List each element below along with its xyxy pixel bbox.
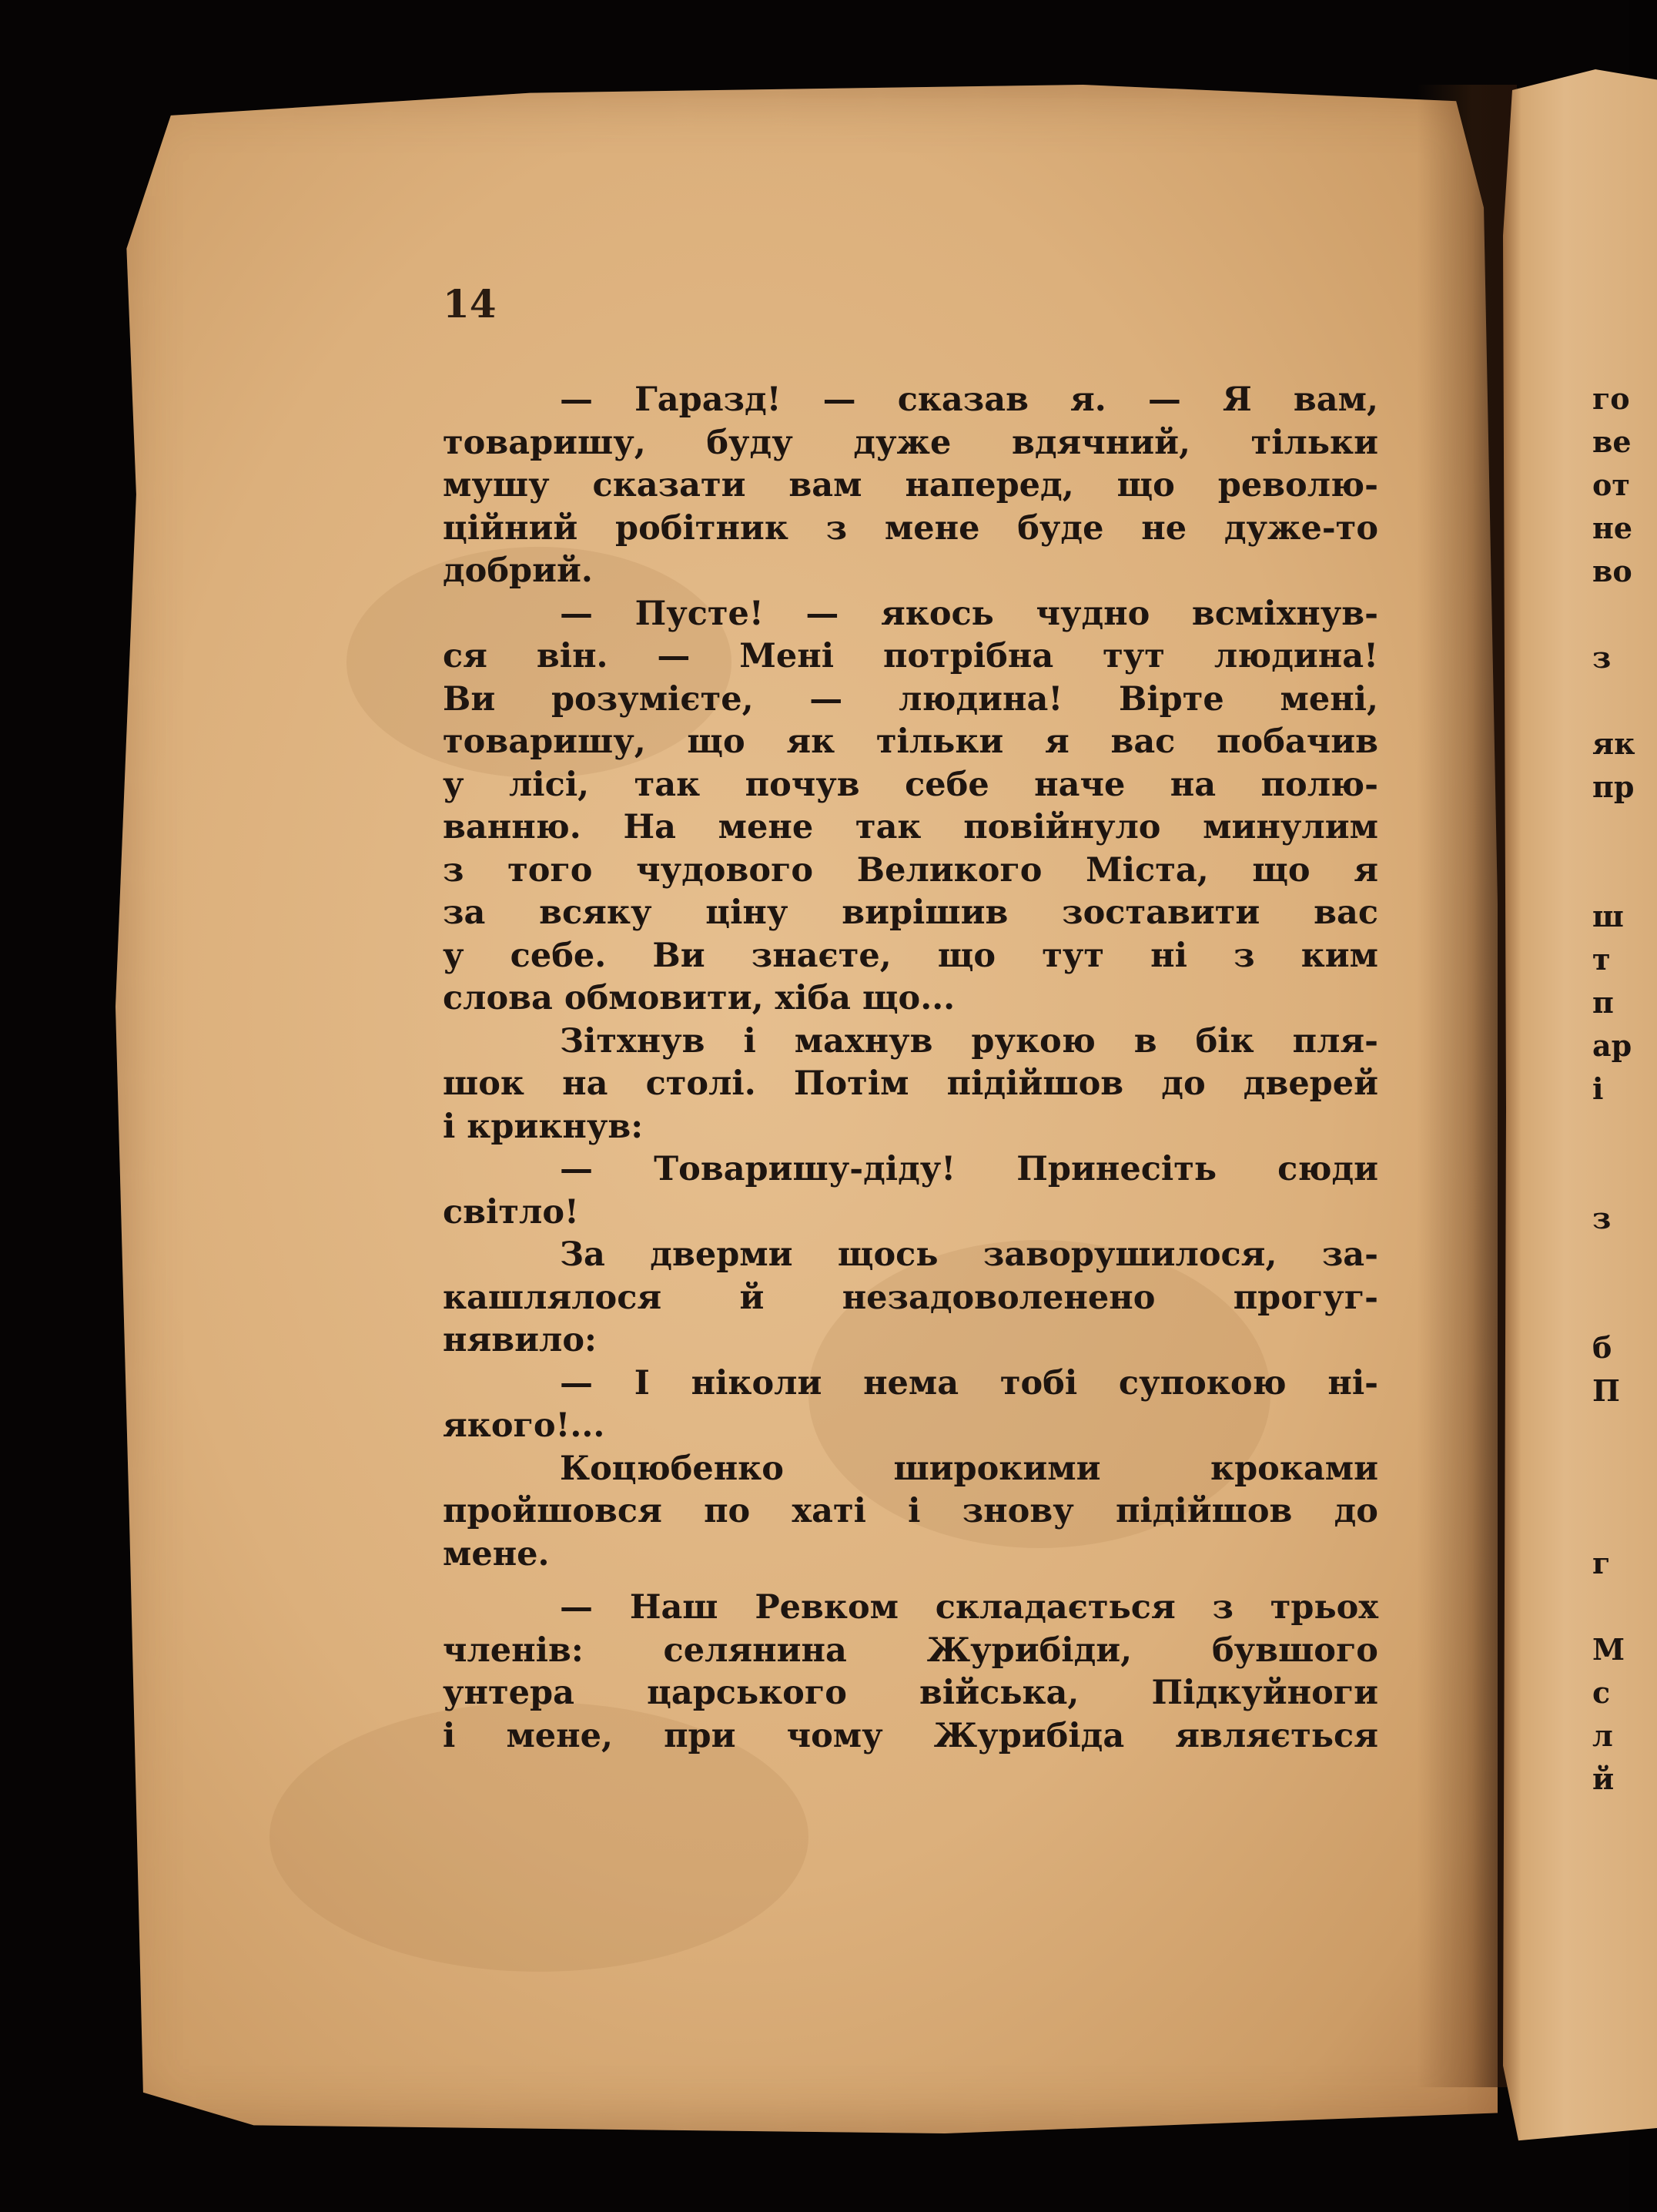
facing-page-fragment: і — [1592, 1071, 1604, 1106]
text-line: у себе. Ви знаєте, що тут ні з ким — [443, 936, 1378, 975]
facing-page-text — [1592, 377, 1635, 1801]
facing-page-fragment — [1592, 593, 1635, 636]
text-line: ційний робітник з мене буде не дуже-то — [443, 508, 1378, 548]
facing-page-fragment: п — [1592, 985, 1614, 1020]
facing-page-fragment — [1592, 1111, 1635, 1154]
text-line: членів: селянина Журибіди, бувшого — [443, 1631, 1378, 1670]
facing-page-fragment — [1592, 1283, 1635, 1326]
facing-page-fragment: ар — [1592, 1028, 1632, 1063]
page-number: 14 — [443, 281, 497, 327]
facing-page-fragment: не — [1592, 511, 1632, 545]
text-line: і крикнув: — [443, 1107, 644, 1146]
facing-page-fragment: от — [1592, 468, 1630, 502]
facing-page-fragment — [1592, 1456, 1635, 1499]
facing-page-fragment: л — [1592, 1718, 1613, 1753]
facing-page-fragment: б — [1592, 1330, 1612, 1365]
text-line: шок на столі. Потім підійшов до дверей — [443, 1064, 1378, 1103]
facing-page-fragment — [1592, 1413, 1635, 1456]
text-line: ванню. На мене так повійнуло минулим — [443, 808, 1378, 846]
facing-page-fragment — [1592, 1585, 1635, 1628]
facing-page-fragment: во — [1592, 554, 1632, 588]
facing-page-fragment: с — [1592, 1675, 1611, 1710]
facing-page-fragment: й — [1592, 1761, 1615, 1796]
body-text — [443, 379, 1378, 1758]
facing-page-fragment — [1592, 1240, 1635, 1283]
text-line: Ви розумієте, — людина! Вірте мені, — [443, 679, 1378, 719]
facing-page-fragment — [1592, 1499, 1635, 1542]
text-line: за всяку ціну вирішив зоставити вас — [443, 893, 1378, 932]
facing-page-fragment: г — [1592, 1546, 1611, 1580]
facing-page-fragment: з — [1592, 1201, 1612, 1235]
text-line: товаришу, буду дуже вдячний, тільки — [443, 423, 1378, 462]
facing-page-fragment: т — [1592, 942, 1611, 977]
facing-page-fragment: М — [1592, 1632, 1625, 1667]
facing-page-fragment — [1592, 1154, 1635, 1197]
text-line: у лісі, так почув себе наче на полю- — [443, 765, 1378, 804]
facing-page-fragment — [1592, 852, 1635, 895]
text-line: пройшовся по хаті і знову підійшов до — [443, 1492, 1378, 1530]
text-line: слова обмовити, хіба що... — [443, 979, 956, 1017]
text-line: унтера царського війська, Підкуйноги — [443, 1674, 1378, 1712]
text-line: ся він. — Мені потрібна тут людина! — [443, 637, 1378, 675]
facing-page-fragment — [1592, 679, 1635, 722]
text-line: Коцюбенко широкими кроками — [560, 1449, 1378, 1488]
text-line: Зітхнув і махнув рукою в бік пля- — [560, 1021, 1378, 1061]
text-line: світло! — [443, 1192, 579, 1232]
text-line: — І ніколи нема тобі супокою ні- — [560, 1363, 1378, 1403]
text-line: з того чудового Великого Міста, що я — [443, 850, 1378, 890]
text-line: За дверми щось заворушилося, за- — [560, 1235, 1378, 1274]
text-line: і мене, при чому Журибіда являється — [443, 1716, 1378, 1755]
facing-page-fragment: го — [1592, 381, 1630, 416]
text-line: мене. — [443, 1534, 550, 1574]
facing-page-fragment — [1592, 809, 1635, 852]
text-line: — Товаришу-діду! Принесіть сюди — [560, 1150, 1378, 1188]
text-line: — Пусте! — якось чудно всміхнув- — [560, 594, 1378, 633]
facing-page-fragment: ш — [1592, 899, 1624, 933]
facing-page-fragment: пр — [1592, 769, 1635, 804]
text-line: мушу сказати вам наперед, що револю- — [443, 466, 1378, 504]
book-gutter — [1417, 85, 1517, 2087]
facing-page-fragment: ве — [1592, 424, 1632, 459]
facing-page-fragment: як — [1592, 726, 1635, 761]
text-line: — Наш Ревком складається з трьох — [560, 1588, 1378, 1627]
text-line: добрий. — [443, 551, 593, 590]
facing-page-fragment: П — [1592, 1373, 1620, 1408]
text-line: товаришу, що як тільки я вас побачив — [443, 722, 1378, 761]
text-line: якого!... — [443, 1406, 605, 1445]
text-line: кашлялося й незадоволенено прогуг- — [443, 1278, 1378, 1317]
facing-page-fragment: з — [1592, 640, 1612, 675]
text-line: — Гаразд! — сказав я. — Я вам, — [560, 380, 1378, 419]
text-line: нявило: — [443, 1321, 597, 1359]
